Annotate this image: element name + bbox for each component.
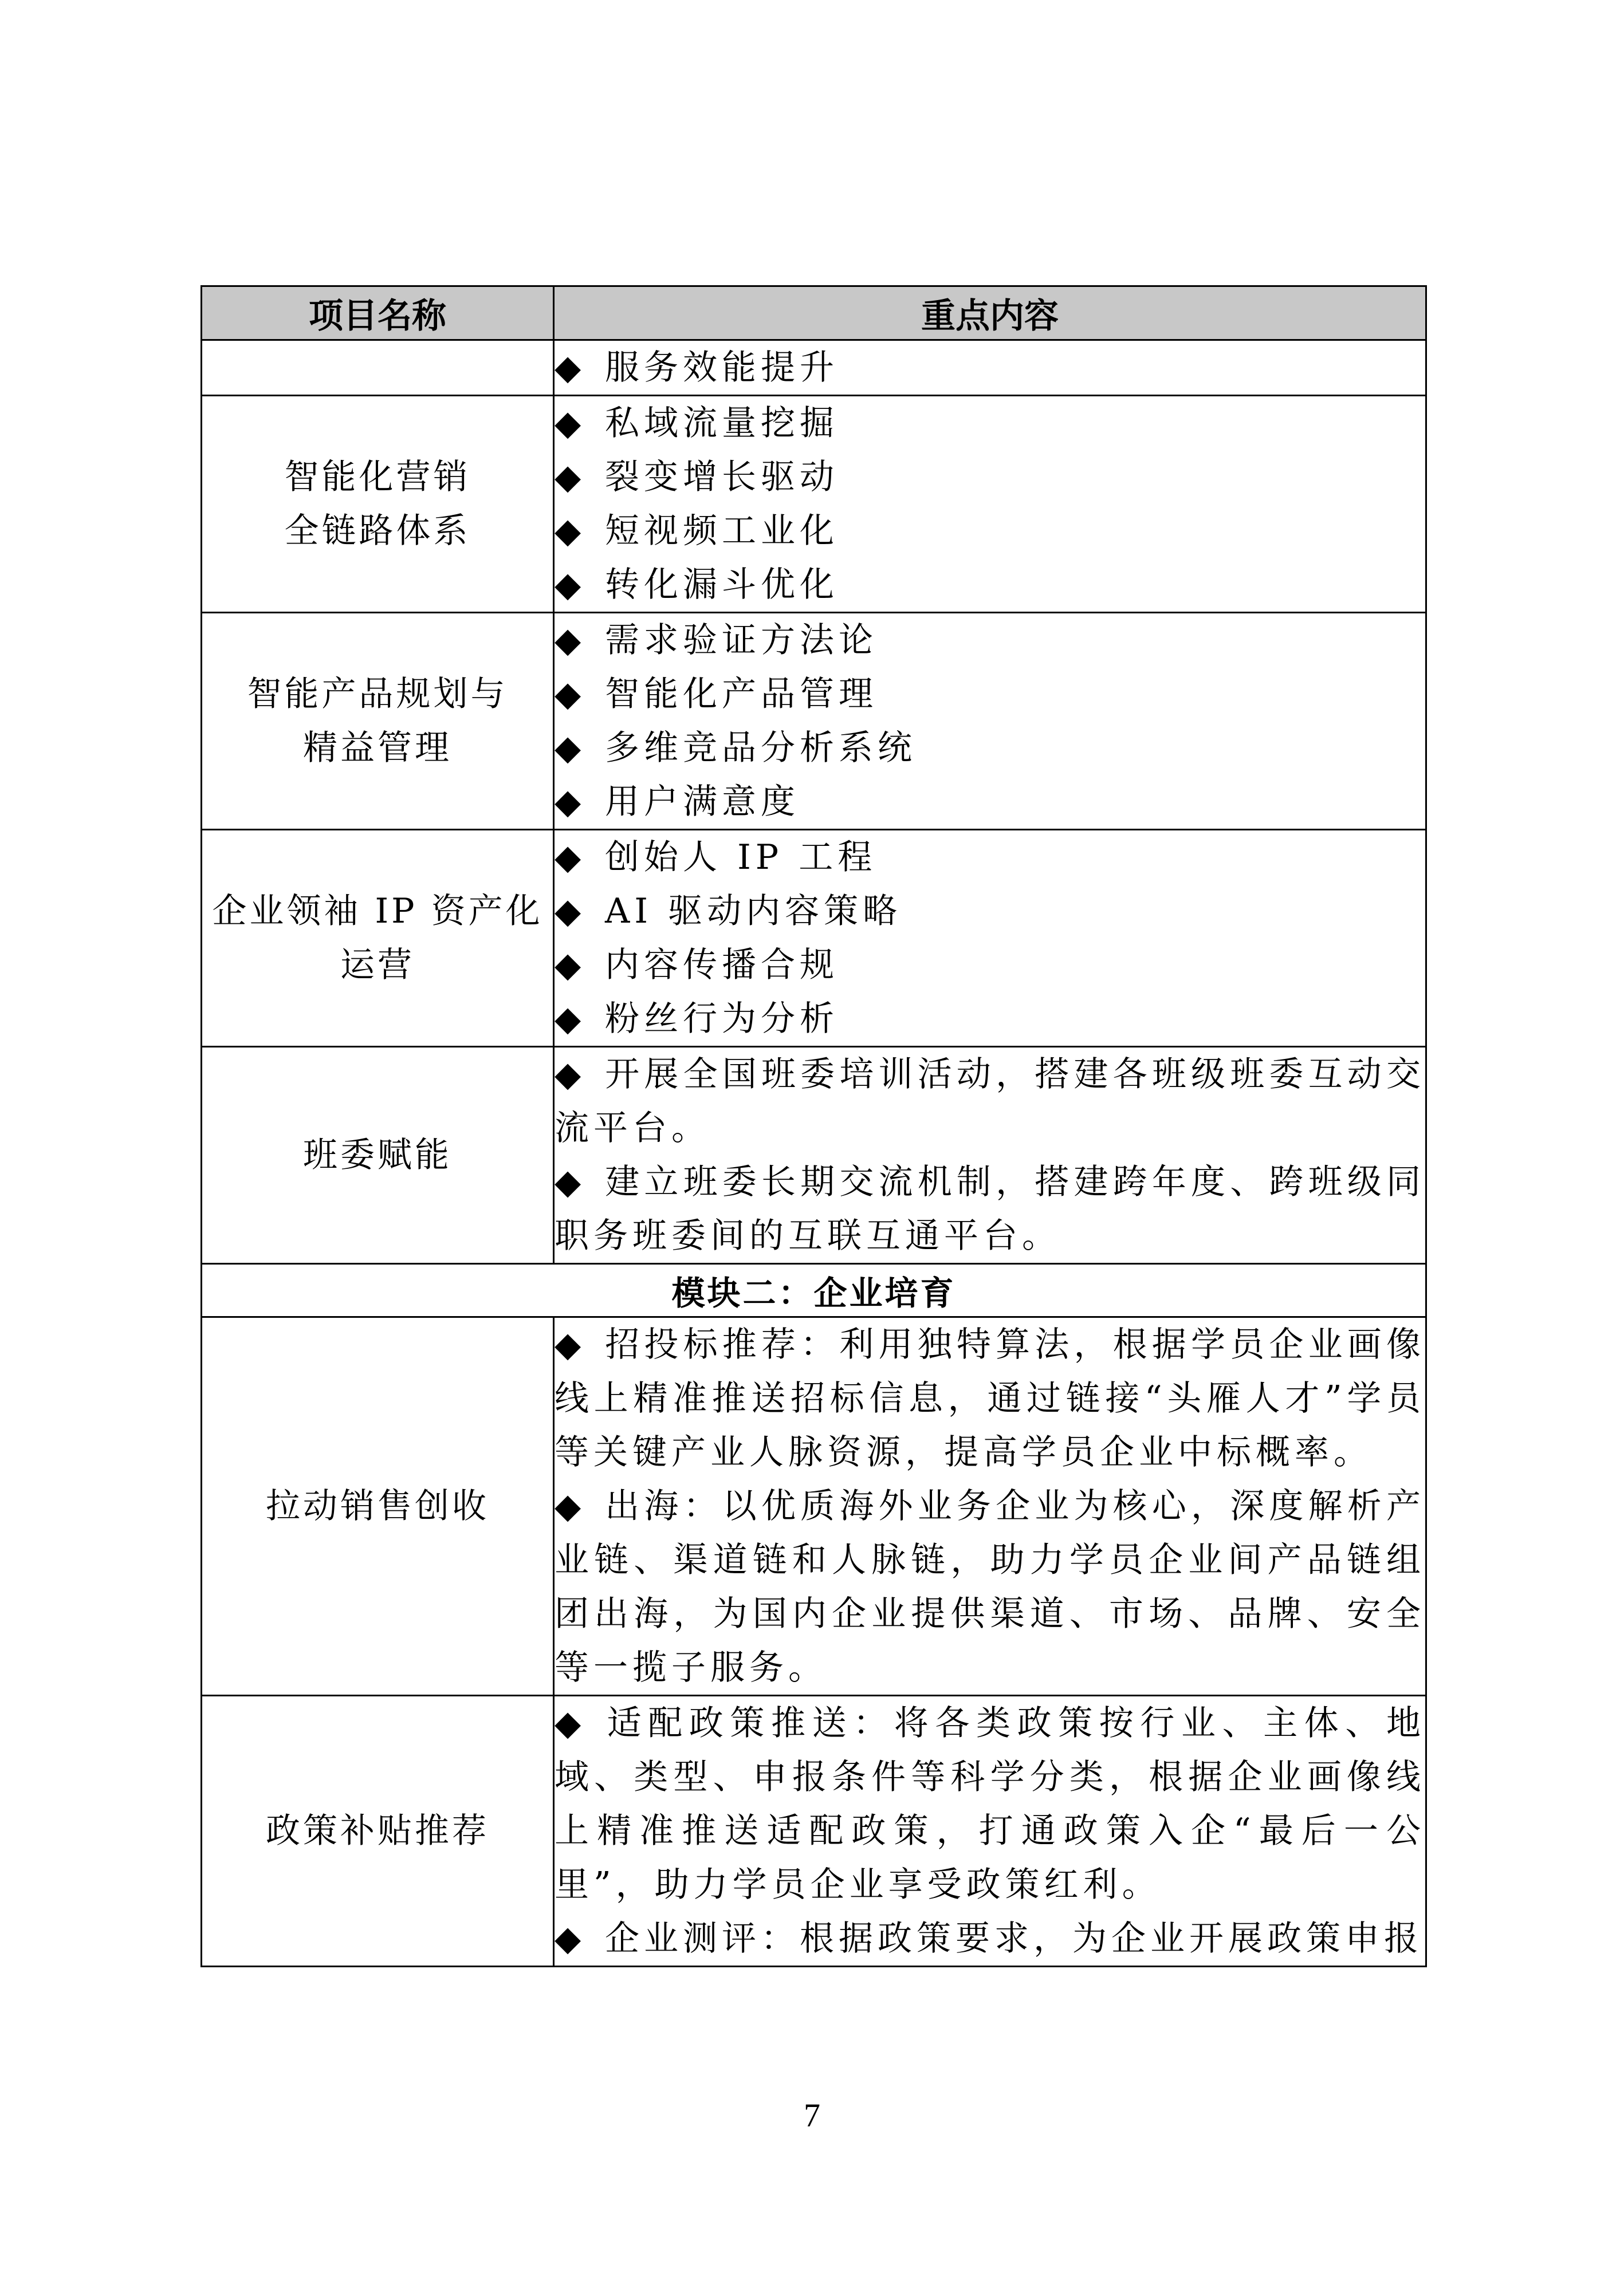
content-item-text: 服务效能提升 [605,348,839,388]
content-paragraph [555,1318,1425,1479]
diamond-bullet-icon: ◆ [555,1486,586,1526]
key-content-cell [554,830,1426,1047]
content-list-item [555,830,1425,884]
content-list-item [555,775,1425,829]
content-item-text: 创始人 IP 工程 [605,837,877,877]
content-list-item [555,396,1425,450]
content-paragraph-text: 出海：以优质海外业务企业为核心，深度解析产业链、渠道链和人脉链，助力学员企业间产品链组团出海，为国内企业提供渠道、市场、品牌、安全等一揽子服务。 [555,1486,1425,1688]
key-content-cell [554,396,1426,613]
table-body-section-b [202,1317,1426,1967]
header-project-name: 项目名称 [202,286,554,340]
table-row [202,340,1426,396]
content-list-item [555,721,1425,775]
content-list-item [555,992,1425,1046]
content-list-item [555,938,1425,992]
diamond-bullet-icon: ◆ [555,1919,586,1959]
content-item-text: 用户满意度 [605,782,800,822]
content-item-text: 短视频工业化 [605,511,839,551]
diamond-bullet-icon: ◆ [555,403,586,443]
page-number: 7 [804,2097,820,2134]
content-item-text: 裂变增长驱动 [605,457,839,497]
diamond-bullet-icon: ◆ [555,565,586,605]
content-item-text: AI 驱动内容策略 [605,891,902,931]
table-row [202,1047,1426,1264]
diamond-bullet-icon: ◆ [555,511,586,551]
content-list-item [555,884,1425,938]
content-item-text: 内容传播合规 [605,945,839,985]
content-list-item [555,613,1425,667]
content-paragraph-text: 适配政策推送：将各类政策按行业、主体、地域、类型、申报条件等科学分类，根据企业画像线上精准推送适配政策，打通政策入企“最后一公里”，助力学员企业享受政策红利。 [555,1703,1425,1905]
content-item-text: 智能化产品管理 [605,674,878,714]
diamond-bullet-icon: ◆ [555,999,586,1039]
key-content-cell [554,1696,1426,1967]
diamond-bullet-icon: ◆ [555,1703,586,1743]
table-row [202,830,1426,1047]
project-name-cell: 政策补贴推荐 [202,1696,554,1967]
project-name-cell: 智能产品规划与 精益管理 [202,613,554,830]
content-item-text: 多维竞品分析系统 [605,728,917,768]
content-paragraph-text: 企业测评：根据政策要求，为企业开展政策申报 [605,1919,1423,1959]
diamond-bullet-icon: ◆ [555,457,586,497]
diamond-bullet-icon: ◆ [555,728,586,768]
diamond-bullet-icon: ◆ [555,620,586,660]
content-paragraph-text: 建立班委长期交流机制，搭建跨年度、跨班级同职务班委间的互联互通平台。 [555,1162,1425,1256]
content-list-item [555,667,1425,721]
diamond-bullet-icon: ◆ [555,891,586,931]
diamond-bullet-icon: ◆ [555,945,586,985]
project-name-cell: 智能化营销 全链路体系 [202,396,554,613]
key-content-cell [554,613,1426,830]
content-paragraph-text: 招投标推荐：利用独特算法，根据学员企业画像线上精准推送招标信息，通过链接“头雁人才”学员等关键产业人脉资源，提高学员企业中标概率。 [555,1325,1425,1472]
content-item-text: 粉丝行为分析 [605,999,839,1039]
table-row [202,1317,1426,1696]
content-paragraph [555,1479,1425,1695]
content-item-text: 私域流量挖掘 [605,403,839,443]
content-paragraph [555,1912,1425,1966]
key-content-cell [554,1317,1426,1696]
header-key-content: 重点内容 [554,286,1426,340]
content-item-text: 需求验证方法论 [605,620,878,660]
content-list-item [555,341,1425,395]
project-name-cell: 企业领袖 IP 资产化 运营 [202,830,554,1047]
diamond-bullet-icon: ◆ [555,837,586,877]
diamond-bullet-icon: ◆ [555,1054,586,1094]
table-header-row [202,286,1426,340]
diamond-bullet-icon: ◆ [555,1162,586,1202]
diamond-bullet-icon: ◆ [555,348,586,388]
module-row [202,1264,1426,1317]
content-list-item [555,558,1425,612]
content-list-item [555,450,1425,504]
content-list-item [555,504,1425,558]
key-content-cell [554,340,1426,396]
module-title: 模块二：企业培育 [202,1264,1426,1317]
table-row [202,396,1426,613]
content-paragraph [555,1696,1425,1912]
diamond-bullet-icon: ◆ [555,1325,586,1365]
project-name-cell: 班委赋能 [202,1047,554,1264]
content-paragraph [555,1155,1425,1263]
diamond-bullet-icon: ◆ [555,782,586,822]
content-item-text: 转化漏斗优化 [605,565,839,605]
key-content-cell [554,1047,1426,1264]
table-row [202,1696,1426,1967]
project-name-cell: 拉动销售创收 [202,1317,554,1696]
diamond-bullet-icon: ◆ [555,674,586,714]
content-paragraph [555,1047,1425,1155]
table-body-section-a [202,340,1426,1264]
project-name-cell [202,340,554,396]
table-row [202,613,1426,830]
content-paragraph-text: 开展全国班委培训活动，搭建各班级班委互动交流平台。 [555,1054,1425,1148]
content-table [200,285,1427,1967]
